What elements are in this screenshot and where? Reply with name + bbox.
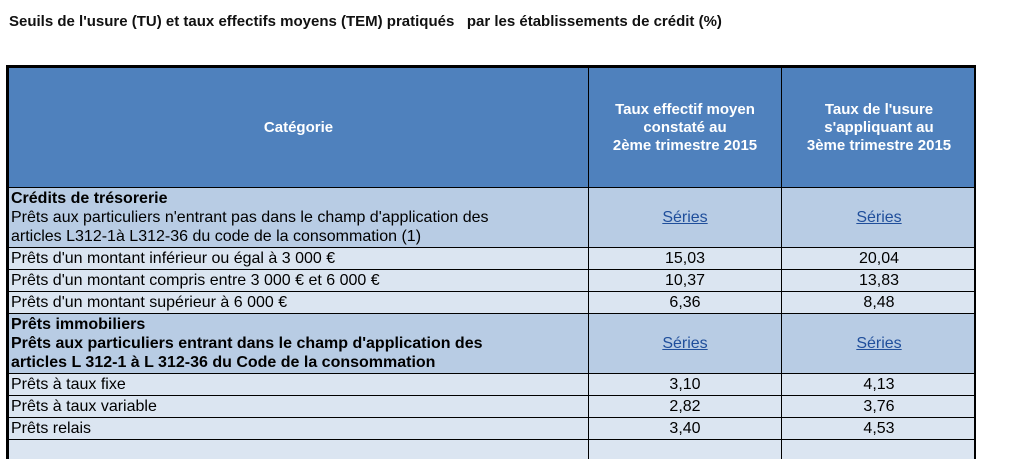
header-tem-line: constaté au: [643, 118, 727, 136]
group-subheading-line: Prêts aux particuliers n'entrant pas dans le champ d'application des: [11, 209, 489, 226]
row-tu-value: [782, 440, 977, 459]
group-tem-cell: [589, 314, 782, 374]
group-row-credits-tresorerie: [9, 188, 977, 248]
group-tu-cell: [782, 314, 977, 374]
row-tem-value: 10,37: [589, 270, 782, 292]
group-subheading-line: articles L312-1à L312-36 du code de la consommation (1): [11, 228, 422, 245]
group-tem-cell: [589, 188, 782, 248]
row-label: Prêts d'un montant supérieur à 6 000 €: [9, 292, 589, 314]
row-tem-value: 3,10: [589, 374, 782, 396]
row-label: Prêts d'un montant compris entre 3 000 € et 6 000 €: [9, 270, 589, 292]
row-tu-value: 20,04: [782, 248, 977, 270]
usury-rates-table: [8, 67, 976, 459]
series-link-tu[interactable]: Séries: [856, 209, 902, 226]
row-tu-value: 4,53: [782, 418, 977, 440]
row-tu-value: 8,48: [782, 292, 977, 314]
row-tem-value: 15,03: [589, 248, 782, 270]
row-tem-value: [589, 440, 782, 459]
group-heading: Crédits de trésorerie: [11, 190, 168, 207]
table-row: [9, 292, 977, 314]
header-tem-line: Taux effectif moyen: [615, 100, 755, 118]
series-link-tem[interactable]: Séries: [662, 209, 708, 226]
table-row: [9, 374, 977, 396]
group-subheading-line: articles L 312-1 à L 312-36 du Code de la consommation: [11, 354, 436, 371]
header-tu-line: Taux de l'usure: [824, 100, 934, 118]
header-tu-line: 3ème trimestre 2015: [806, 136, 952, 154]
header-tem: [589, 68, 782, 188]
group-label-cell: [9, 188, 589, 248]
row-label: Prêts d'un montant inférieur ou égal à 3 000 €: [9, 248, 589, 270]
table-row: [9, 418, 977, 440]
table-row: [9, 396, 977, 418]
group-tu-cell: [782, 188, 977, 248]
series-link-tem[interactable]: Séries: [662, 335, 708, 352]
row-label: Prêts à taux variable: [9, 396, 589, 418]
table-row-cut-off: [9, 440, 977, 459]
group-heading: Prêts immobiliers: [11, 316, 146, 333]
table-row: [9, 248, 977, 270]
group-label-cell: [9, 314, 589, 374]
header-category: Catégorie: [9, 68, 589, 188]
header-tu: [782, 68, 977, 188]
usury-rates-table-container: [6, 65, 976, 459]
series-link-tu[interactable]: Séries: [856, 335, 902, 352]
row-tu-value: 4,13: [782, 374, 977, 396]
row-tem-value: 3,40: [589, 418, 782, 440]
row-label: Prêts relais: [9, 418, 589, 440]
row-label: Prêts à taux fixe: [9, 374, 589, 396]
table-row: [9, 270, 977, 292]
row-tem-value: 6,36: [589, 292, 782, 314]
header-tem-line: 2ème trimestre 2015: [612, 136, 758, 154]
page-title: Seuils de l'usure (TU) et taux effectifs moyens (TEM) pratiqués par les établissements de crédit (%): [9, 13, 722, 30]
row-tem-value: 2,82: [589, 396, 782, 418]
group-subheading-line: Prêts aux particuliers entrant dans le champ d'application des: [11, 335, 483, 352]
row-tu-value: 13,83: [782, 270, 977, 292]
row-tu-value: 3,76: [782, 396, 977, 418]
group-row-prets-immobiliers: [9, 314, 977, 374]
header-tu-line: s'appliquant au: [824, 118, 934, 136]
table-header-row: [9, 68, 977, 188]
row-label: [9, 440, 589, 459]
